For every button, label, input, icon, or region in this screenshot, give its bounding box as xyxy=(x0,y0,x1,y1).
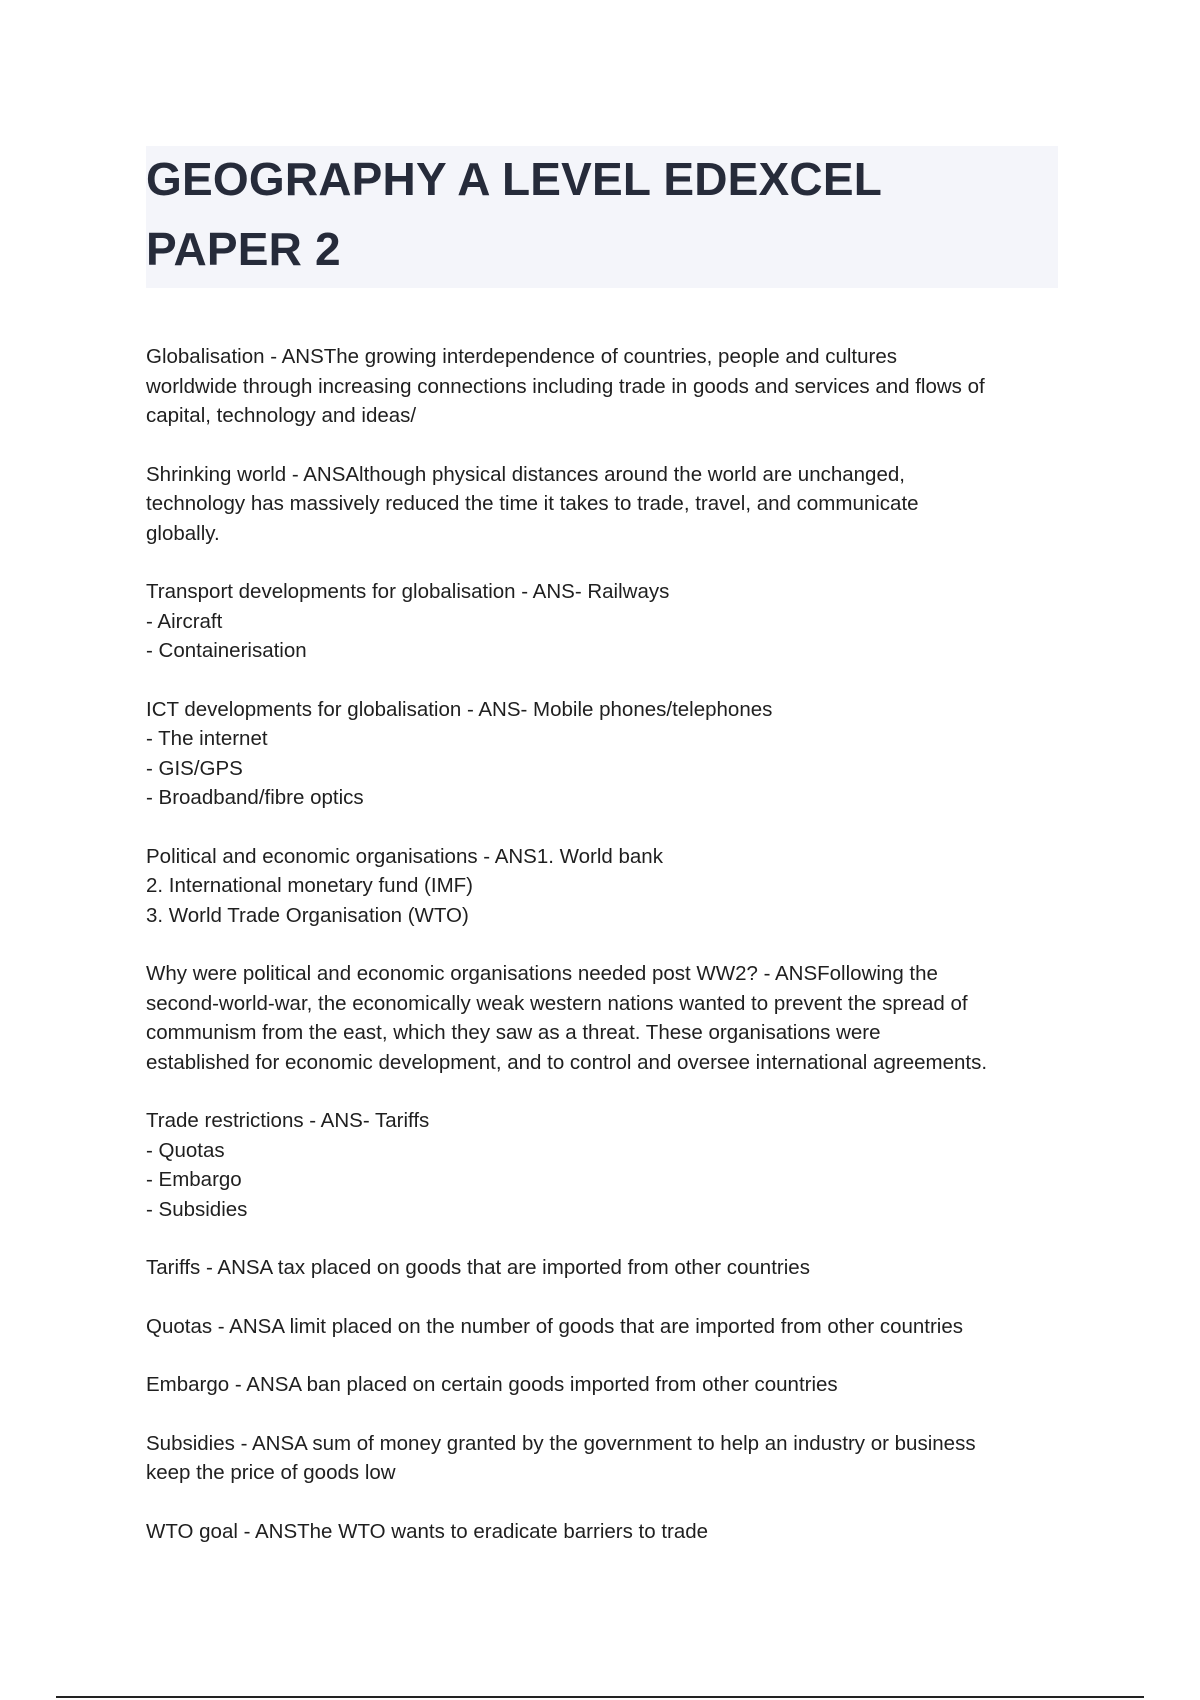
entry-line: communism from the east, which they saw as a threat. These organisations were xyxy=(146,1021,881,1044)
flashcard-entry xyxy=(146,959,1066,1077)
flashcard-entry xyxy=(146,1429,1066,1488)
entry-line: - GIS/GPS xyxy=(146,756,243,780)
entry-line: second-world-war, the economically weak western nations wanted to prevent the spread of xyxy=(146,991,968,1015)
entry-line: globally. xyxy=(146,521,220,545)
entry-line: Embargo - ANSA ban placed on certain goods imported from other countries xyxy=(146,1373,838,1396)
flashcard-list xyxy=(146,342,1066,1575)
entry-line: Political and economic organisations - ANS1. World bank xyxy=(146,844,663,868)
flashcard-entry xyxy=(146,1106,1066,1224)
entry-line: Subsidies - ANSA sum of money granted by the government to help an industry or business xyxy=(146,1431,976,1455)
flashcard-entry xyxy=(146,342,1066,431)
entry-line: Quotas - ANSA limit placed on the number of goods that are imported from other countries xyxy=(146,1314,964,1338)
footer-divider xyxy=(56,1696,1144,1698)
flashcard-entry xyxy=(146,460,1066,549)
title-line: PAPER 2 xyxy=(146,223,341,275)
entry-line: - Embargo xyxy=(146,1168,242,1191)
entry-line: Shrinking world - ANSAlthough physical distances around the world are unchanged, xyxy=(146,462,905,486)
entry-line: 3. World Trade Organisation (WTO) xyxy=(146,903,469,927)
flashcard-entry xyxy=(146,1253,1066,1283)
entry-line: technology has massively reduced the time it takes to trade, travel, and communicate xyxy=(146,492,919,515)
entry-line: - Containerisation xyxy=(146,639,307,662)
flashcard-entry xyxy=(146,577,1066,666)
flashcard-entry xyxy=(146,1370,1066,1400)
document-title xyxy=(146,144,1046,284)
entry-line: Trade restrictions - ANS- Tariffs xyxy=(146,1109,430,1132)
entry-line: Tariffs - ANSA tax placed on goods that are imported from other countries xyxy=(146,1256,810,1279)
entry-line: 2. International monetary fund (IMF) xyxy=(146,874,474,897)
entry-line: capital, technology and ideas/ xyxy=(146,404,417,427)
entry-line: - Quotas xyxy=(146,1138,225,1162)
entry-line: Globalisation - ANSThe growing interdependence of countries, people and cultures xyxy=(146,345,897,368)
entry-line: WTO goal - ANSThe WTO wants to eradicate barriers to trade xyxy=(146,1519,709,1543)
entry-line: established for economic development, and to control and oversee international agreements. xyxy=(146,1050,988,1074)
flashcard-entry xyxy=(146,1517,1066,1547)
entry-line: - The internet xyxy=(146,727,268,750)
entry-line: worldwide through increasing connections including trade in goods and services and flows of xyxy=(146,374,985,398)
entry-line: Transport developments for globalisation - ANS- Railways xyxy=(146,580,670,603)
flashcard-entry xyxy=(146,695,1066,813)
entry-line: - Broadband/fibre optics xyxy=(146,786,364,809)
entry-line: - Aircraft xyxy=(146,609,223,633)
entry-line: - Subsidies xyxy=(146,1197,248,1221)
flashcard-entry xyxy=(146,1312,1066,1342)
entry-line: keep the price of goods low xyxy=(146,1461,396,1484)
title-line: GEOGRAPHY A LEVEL EDEXCEL xyxy=(146,153,883,205)
entry-line: ICT developments for globalisation - ANS- Mobile phones/telephones xyxy=(146,697,773,721)
flashcard-entry xyxy=(146,842,1066,931)
entry-line: Why were political and economic organisations needed post WW2? - ANSFollowing the xyxy=(146,962,938,985)
